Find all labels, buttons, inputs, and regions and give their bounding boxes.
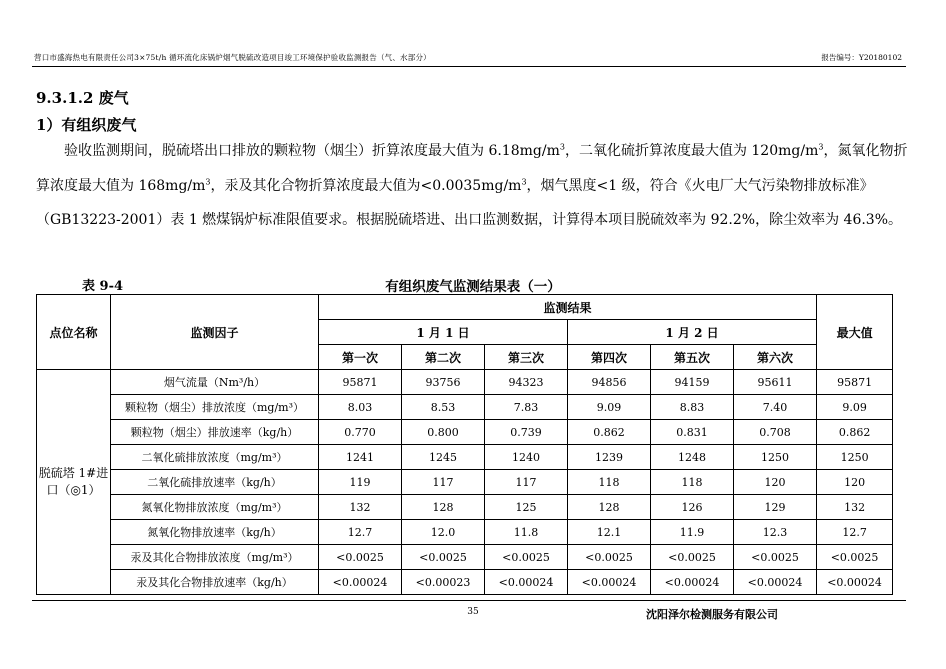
table-row <box>37 570 893 595</box>
max-value-cell: <0.0025 <box>817 545 893 570</box>
superscript-3: 3 <box>205 176 211 186</box>
value-cell: 8.03 <box>319 395 402 420</box>
factor-cell: 氮氧化物排放速率（kg/h） <box>111 520 319 545</box>
factor-cell: 汞及其化合物排放速率（kg/h） <box>111 570 319 595</box>
value-cell: 11.9 <box>651 520 734 545</box>
header-date-1: 1 月 1 日 <box>319 320 568 345</box>
value-cell: 1241 <box>319 445 402 470</box>
value-cell: 128 <box>402 495 485 520</box>
value-cell: 0.831 <box>651 420 734 445</box>
header-divider <box>32 66 906 67</box>
value-cell: <0.0025 <box>485 545 568 570</box>
monitoring-results-table <box>36 294 893 595</box>
report-number: 报告编号：Y20180102 <box>821 53 902 62</box>
header-factor: 监测因子 <box>111 295 319 370</box>
table-row <box>37 395 893 420</box>
header-max: 最大值 <box>817 295 893 370</box>
value-cell: 118 <box>568 470 651 495</box>
value-cell: 12.1 <box>568 520 651 545</box>
max-value-cell: <0.00024 <box>817 570 893 595</box>
factor-cell: 二氧化硫排放浓度（mg/m³） <box>111 445 319 470</box>
table-number: 表 9-4 <box>82 279 124 294</box>
value-cell: 0.862 <box>568 420 651 445</box>
value-cell: 95611 <box>734 370 817 395</box>
value-cell: <0.0025 <box>402 545 485 570</box>
factor-cell: 烟气流量（Nm³/h） <box>111 370 319 395</box>
value-cell: <0.00024 <box>568 570 651 595</box>
value-cell: 1240 <box>485 445 568 470</box>
value-cell: 126 <box>651 495 734 520</box>
value-cell: 12.7 <box>319 520 402 545</box>
header-run-3: 第三次 <box>485 345 568 370</box>
factor-cell: 汞及其化合物排放浓度（mg/m³） <box>111 545 319 570</box>
value-cell: 11.8 <box>485 520 568 545</box>
paragraph-text-2: ，二氧化硫折算浓度最大值为 120mg/m <box>564 143 819 159</box>
value-cell: 7.83 <box>485 395 568 420</box>
value-cell: 94323 <box>485 370 568 395</box>
value-cell: 125 <box>485 495 568 520</box>
value-cell: 8.83 <box>651 395 734 420</box>
value-cell: 117 <box>402 470 485 495</box>
header-date-2: 1 月 2 日 <box>568 320 817 345</box>
superscript-2: 3 <box>818 142 824 152</box>
factor-cell: 颗粒物（烟尘）排放浓度（mg/m³） <box>111 395 319 420</box>
body-paragraph <box>36 134 910 238</box>
paragraph-text-5: ，烟气黑度<1 级，符合《火电厂大气污染物排放标准》（GB13223-2001）表 1 燃煤锅炉标准限值要求。根据脱硫塔进、出口监测数据，计算得本项目脱硫效率为 92.2%，除尘效率为 46.3%。 <box>36 177 903 228</box>
value-cell: 120 <box>734 470 817 495</box>
value-cell: 94159 <box>651 370 734 395</box>
value-cell: <0.0025 <box>651 545 734 570</box>
max-value-cell: 132 <box>817 495 893 520</box>
value-cell: 94856 <box>568 370 651 395</box>
header-run-6: 第六次 <box>734 345 817 370</box>
value-cell: 9.09 <box>568 395 651 420</box>
company-name: 沈阳泽尔检测服务有限公司 <box>646 608 778 621</box>
value-cell: 95871 <box>319 370 402 395</box>
value-cell: 119 <box>319 470 402 495</box>
table-row <box>37 520 893 545</box>
value-cell: <0.0025 <box>319 545 402 570</box>
table-row <box>37 370 893 395</box>
value-cell: <0.00024 <box>651 570 734 595</box>
value-cell: 12.3 <box>734 520 817 545</box>
table-row <box>37 420 893 445</box>
superscript-1: 3 <box>559 142 565 152</box>
value-cell: <0.0025 <box>568 545 651 570</box>
header-site-name: 点位名称 <box>37 295 111 370</box>
header-run-5: 第五次 <box>651 345 734 370</box>
value-cell: <0.00024 <box>485 570 568 595</box>
value-cell: 117 <box>485 470 568 495</box>
max-value-cell: 120 <box>817 470 893 495</box>
value-cell: 129 <box>734 495 817 520</box>
value-cell: 1248 <box>651 445 734 470</box>
factor-cell: 颗粒物（烟尘）排放速率（kg/h） <box>111 420 319 445</box>
value-cell: 7.40 <box>734 395 817 420</box>
paragraph-text-4: ，汞及其化合物折算浓度最大值为<0.0035mg/m <box>210 177 522 194</box>
value-cell: 93756 <box>402 370 485 395</box>
value-cell: 1250 <box>734 445 817 470</box>
header-run-2: 第二次 <box>402 345 485 370</box>
value-cell: 0.800 <box>402 420 485 445</box>
value-cell: 1239 <box>568 445 651 470</box>
table-row <box>37 470 893 495</box>
page-number: 35 <box>467 607 479 617</box>
paragraph-text-3: ，氮氧化物折算浓度最大值为 168mg/m <box>36 143 908 194</box>
header-results: 监测结果 <box>319 295 817 320</box>
max-value-cell: 12.7 <box>817 520 893 545</box>
factor-cell: 氮氧化物排放浓度（mg/m³） <box>111 495 319 520</box>
report-header-title: 营口市盛海热电有限责任公司3×75t/h 循环流化床锅炉烟气脱硫改造项目竣工环境保护验收监测报告（气、水部分） <box>34 53 431 62</box>
site-name-cell: 脱硫塔 1#进口（◎1） <box>37 370 111 595</box>
value-cell: <0.00024 <box>319 570 402 595</box>
section-heading: 9.3.1.2 废气 <box>36 89 129 107</box>
value-cell: 132 <box>319 495 402 520</box>
max-value-cell: 0.862 <box>817 420 893 445</box>
paragraph-text-1: 验收监测期间，脱硫塔出口排放的颗粒物（烟尘）折算浓度最大值为 6.18mg/m <box>64 143 560 159</box>
value-cell: 0.739 <box>485 420 568 445</box>
value-cell: <0.0025 <box>734 545 817 570</box>
value-cell: 128 <box>568 495 651 520</box>
value-cell: <0.00023 <box>402 570 485 595</box>
header-run-1: 第一次 <box>319 345 402 370</box>
value-cell: 0.770 <box>319 420 402 445</box>
value-cell: 118 <box>651 470 734 495</box>
table-title: 有组织废气监测结果表（一） <box>385 279 561 295</box>
table-row <box>37 545 893 570</box>
value-cell: 0.708 <box>734 420 817 445</box>
footer-divider <box>32 600 906 601</box>
subsection-heading: 1）有组织废气 <box>36 116 137 134</box>
superscript-4: 3 <box>521 176 527 186</box>
table-row <box>37 495 893 520</box>
value-cell: <0.00024 <box>734 570 817 595</box>
max-value-cell: 9.09 <box>817 395 893 420</box>
value-cell: 12.0 <box>402 520 485 545</box>
factor-cell: 二氧化硫排放速率（kg/h） <box>111 470 319 495</box>
value-cell: 8.53 <box>402 395 485 420</box>
value-cell: 1245 <box>402 445 485 470</box>
header-run-4: 第四次 <box>568 345 651 370</box>
max-value-cell: 95871 <box>817 370 893 395</box>
table-row <box>37 445 893 470</box>
max-value-cell: 1250 <box>817 445 893 470</box>
